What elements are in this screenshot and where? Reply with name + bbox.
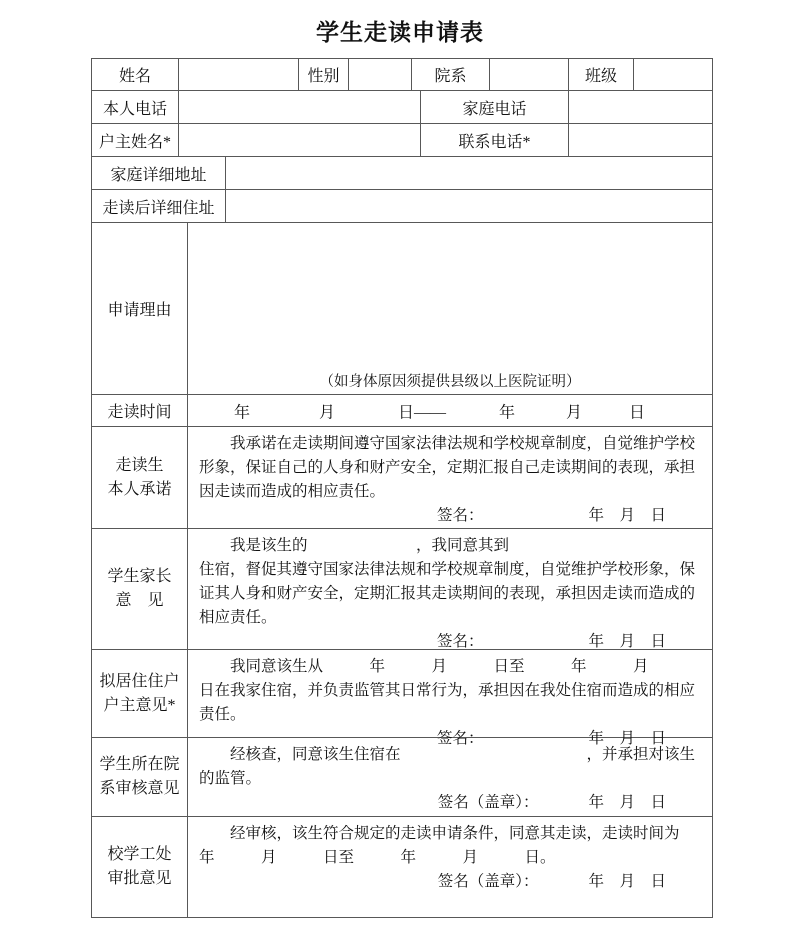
row-student-pledge bbox=[92, 427, 713, 529]
contact-phone-label: 联系电话* bbox=[421, 124, 569, 157]
period-day-end: 日 bbox=[629, 404, 646, 421]
sign-date: 年 月 日 bbox=[588, 794, 666, 811]
commute-address-label: 走读后详细住址 bbox=[92, 190, 226, 223]
period-day-start-dash: 日—— bbox=[398, 404, 447, 421]
student-pledge-label: 走读生 本人承诺 bbox=[92, 427, 188, 529]
sign-stamp-label: 签名（盖章）： bbox=[437, 794, 539, 811]
department-label: 院系 bbox=[412, 59, 490, 91]
parent-opinion-line1: 我是该生的 ，我同意其到 bbox=[230, 537, 510, 554]
sign-date: 年 月 日 bbox=[588, 730, 666, 747]
parent-opinion-rest: 住宿，督促其遵守国家法律法规和学校规章制度，自觉维护学校形象，保证其人身和财产安全，定期汇报其走读期间的表现，承担因走读而造成的相应责任。 bbox=[199, 561, 696, 626]
student-pledge-signature-line bbox=[199, 504, 702, 528]
row-home-address bbox=[92, 157, 713, 190]
period-month-start: 月 bbox=[319, 404, 336, 421]
page-title: 学生走读申请表 bbox=[316, 19, 484, 45]
department-review-label: 学生所在院 系审核意见 bbox=[92, 738, 188, 817]
reason-note: （如身体原因须提供县级以上医院证明） bbox=[319, 374, 581, 390]
class-value-cell bbox=[634, 59, 713, 91]
row-parent-opinion bbox=[92, 529, 713, 650]
department-review-text: 经核查，同意该生住宿在 ，并承担对该生的监管。 bbox=[199, 746, 696, 787]
department-value-cell bbox=[490, 59, 569, 91]
period-year-start: 年 bbox=[234, 404, 251, 421]
row-basic-info bbox=[92, 59, 713, 91]
student-pledge-text: 我承诺在走读期间遵守国家法律法规和学校规章制度，自觉维护学校形象，保证自己的人身和财产安全，定期汇报自己走读期间的表现，承担因走读而造成的相应责任。 bbox=[199, 435, 696, 500]
sign-date: 年 月 日 bbox=[588, 507, 666, 524]
period-month-end: 月 bbox=[566, 404, 583, 421]
student-pledge-body-cell bbox=[188, 427, 713, 529]
sign-label: 签名： bbox=[436, 507, 484, 524]
period-value-cell bbox=[188, 395, 713, 427]
class-label: 班级 bbox=[569, 59, 634, 91]
householder-name-value-cell bbox=[179, 124, 421, 157]
reason-label: 申请理由 bbox=[92, 223, 188, 395]
parent-opinion-label: 学生家长 意 见 bbox=[92, 529, 188, 650]
application-form-table bbox=[91, 58, 713, 918]
home-phone-value-cell bbox=[569, 91, 713, 124]
school-approval-line2: 年 月 日至 年 月 日。 bbox=[199, 849, 556, 866]
school-approval-signature-line bbox=[199, 870, 702, 894]
host-opinion-body-cell bbox=[188, 650, 713, 747]
sign-stamp-label: 签名（盖章）： bbox=[437, 873, 539, 890]
commute-address-value-cell bbox=[226, 190, 713, 223]
row-host-opinion bbox=[92, 650, 713, 747]
self-phone-label: 本人电话 bbox=[92, 91, 179, 124]
school-approval-label: 校学工处 审批意见 bbox=[92, 817, 188, 918]
period-year-end: 年 bbox=[499, 404, 516, 421]
row-department-review bbox=[92, 738, 713, 817]
sign-date: 年 月 日 bbox=[588, 873, 666, 890]
sign-label: 签名： bbox=[436, 730, 484, 747]
school-approval-body-cell bbox=[188, 817, 713, 918]
home-phone-label: 家庭电话 bbox=[421, 91, 569, 124]
department-review-body-cell bbox=[188, 738, 713, 817]
host-opinion-label: 拟居住住户 户主意见* bbox=[92, 650, 188, 738]
school-approval-line1: 经审核，该生符合规定的走读申请条件，同意其走读，走读时间为 bbox=[230, 825, 680, 842]
contact-phone-value-cell bbox=[569, 124, 713, 157]
row-period bbox=[92, 395, 713, 427]
parent-opinion-body-cell bbox=[188, 529, 713, 650]
home-address-label: 家庭详细地址 bbox=[92, 157, 226, 190]
period-label: 走读时间 bbox=[92, 395, 188, 427]
row-reason bbox=[92, 223, 713, 395]
sign-date: 年 月 日 bbox=[588, 633, 666, 650]
row-phones bbox=[92, 91, 713, 124]
sign-label: 签名： bbox=[436, 633, 484, 650]
self-phone-value-cell bbox=[179, 91, 421, 124]
row-commute-address bbox=[92, 190, 713, 223]
home-address-value-cell bbox=[226, 157, 713, 190]
reason-value-cell bbox=[188, 223, 713, 395]
householder-name-label: 户主姓名* bbox=[92, 124, 179, 157]
name-label: 姓名 bbox=[92, 59, 179, 91]
gender-value-cell bbox=[349, 59, 412, 91]
row-householder bbox=[92, 124, 713, 157]
department-review-signature-line bbox=[199, 791, 702, 815]
gender-label: 性别 bbox=[299, 59, 349, 91]
host-opinion-text: 我同意该生从 年 月 日至 年 月 日在我家住宿，并负责监管其日常行为，承担因在我处住宿而造成的相应责任。 bbox=[199, 658, 696, 723]
row-school-approval bbox=[92, 817, 713, 918]
name-value-cell bbox=[179, 59, 299, 91]
